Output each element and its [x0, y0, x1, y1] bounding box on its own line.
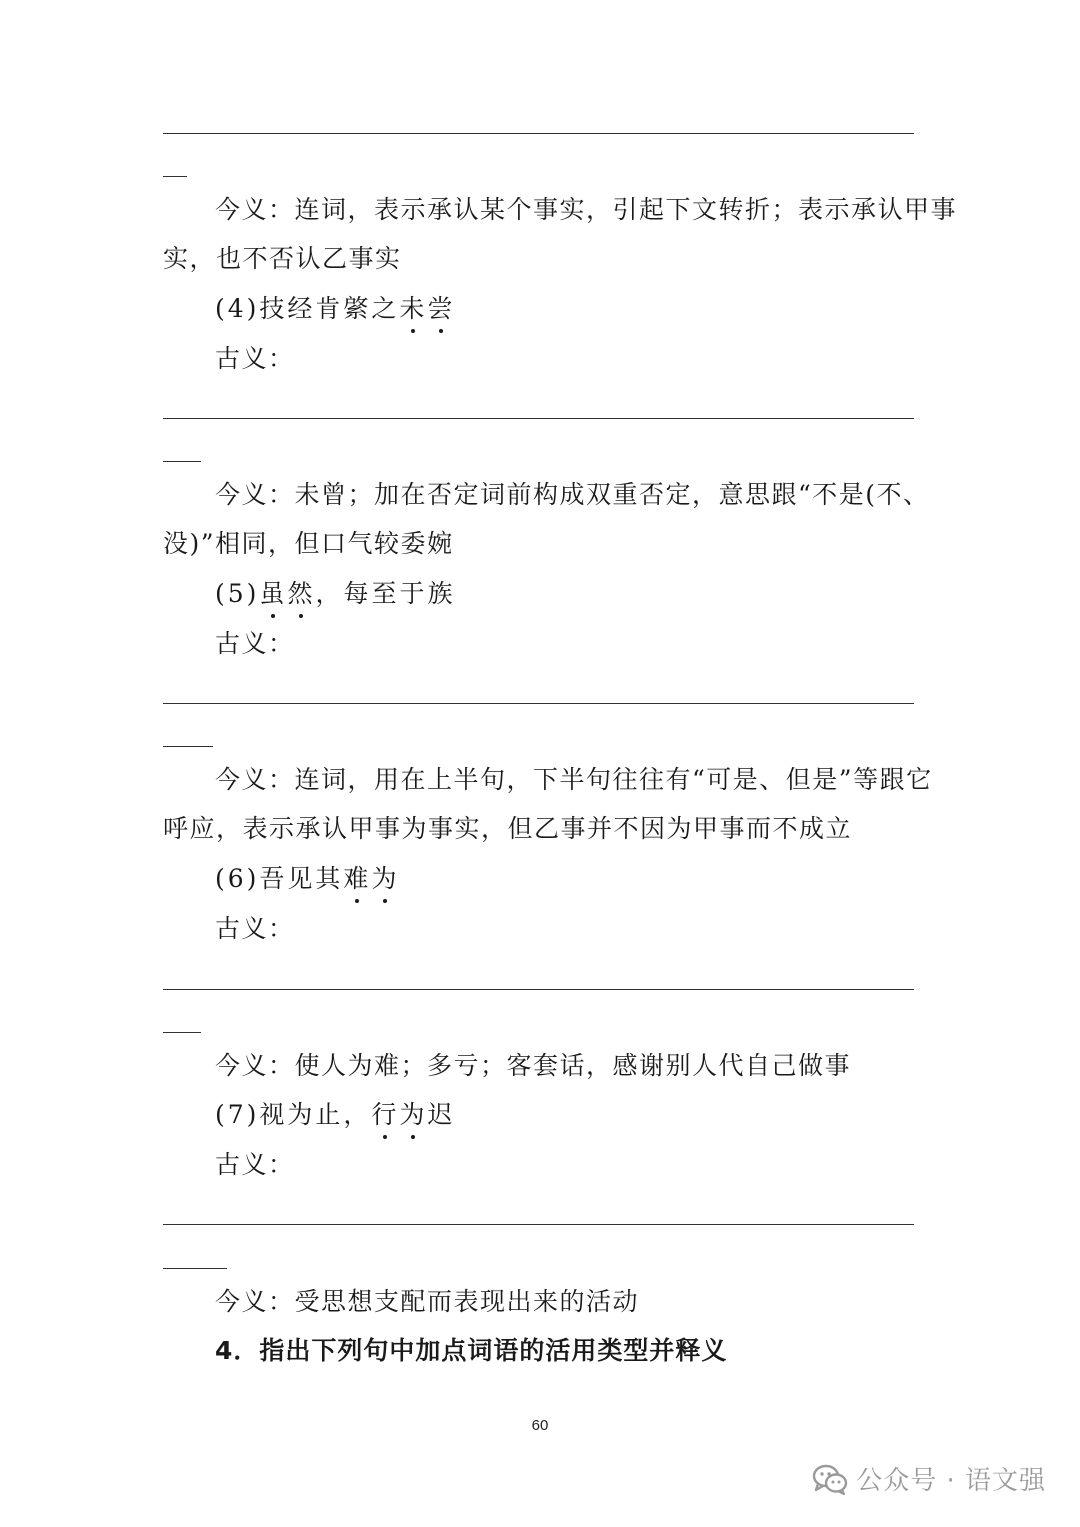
dotted-char: 虽	[259, 577, 287, 611]
example-prefix: (4)技经肯綮之	[215, 294, 400, 323]
modern-meaning: 今义：连词，表示承认某个事实，引起下文转折；表示承认甲事	[215, 195, 958, 224]
answer-line-end	[163, 1032, 201, 1033]
example-sentence-6	[215, 862, 399, 896]
modern-meaning: 今义：未曾；加在否定词前构成双重否定，意思跟“不是(不、	[215, 480, 930, 509]
ancient-meaning-label: 古义：	[215, 344, 295, 373]
dotted-char: 难	[343, 862, 371, 896]
page-number: 60	[531, 1417, 549, 1434]
ancient-meaning-label: 古义：	[215, 914, 295, 943]
answer-line	[163, 703, 914, 704]
dotted-char: 为	[371, 862, 399, 896]
example-prefix: (5)	[215, 579, 260, 608]
modern-meaning-continued: 呼应，表示承认甲事为事实，但乙事并不因为甲事而不成立	[163, 814, 853, 843]
section-heading: 4．指出下列句中加点词语的活用类型并释义	[215, 1336, 728, 1365]
answer-line-end	[163, 176, 187, 177]
modern-meaning-continued: 实，也不否认乙事实	[163, 244, 402, 273]
example-sentence-7	[215, 1098, 455, 1132]
example-sentence-5	[215, 577, 455, 611]
dotted-char: 尝	[427, 292, 455, 326]
ancient-meaning-label: 古义：	[215, 629, 295, 658]
dotted-char: 行	[371, 1098, 399, 1132]
example-prefix: (7)视为止，	[215, 1100, 372, 1129]
watermark	[812, 1460, 1046, 1497]
dotted-char: 然	[287, 577, 315, 611]
modern-meaning: 今义：使人为难；多亏；客套话，感谢别人代自己做事	[215, 1051, 852, 1080]
watermark-text: 公众号 · 语文强	[856, 1466, 1046, 1496]
answer-line-end	[163, 1268, 227, 1269]
answer-line-end	[163, 461, 201, 462]
ancient-meaning-label: 古义：	[215, 1150, 295, 1179]
example-prefix: (6)吾见其	[215, 864, 344, 893]
wechat-icon	[812, 1463, 848, 1495]
answer-line-end	[163, 746, 213, 747]
example-sentence-4	[215, 292, 455, 326]
example-suffix: 迟	[427, 1100, 456, 1129]
modern-meaning-continued: 没)”相同，但口气较委婉	[163, 529, 454, 558]
answer-line	[163, 989, 914, 990]
modern-meaning: 今义：连词，用在上半句，下半句往往有“可是、但是”等跟它	[215, 765, 933, 794]
dotted-char: 为	[399, 1098, 427, 1132]
dotted-char: 未	[399, 292, 427, 326]
answer-line	[163, 418, 914, 419]
answer-line	[163, 133, 914, 134]
answer-line	[163, 1224, 914, 1225]
modern-meaning: 今义：受思想支配而表现出来的活动	[215, 1287, 640, 1316]
example-suffix: ，每至于族	[315, 579, 456, 608]
